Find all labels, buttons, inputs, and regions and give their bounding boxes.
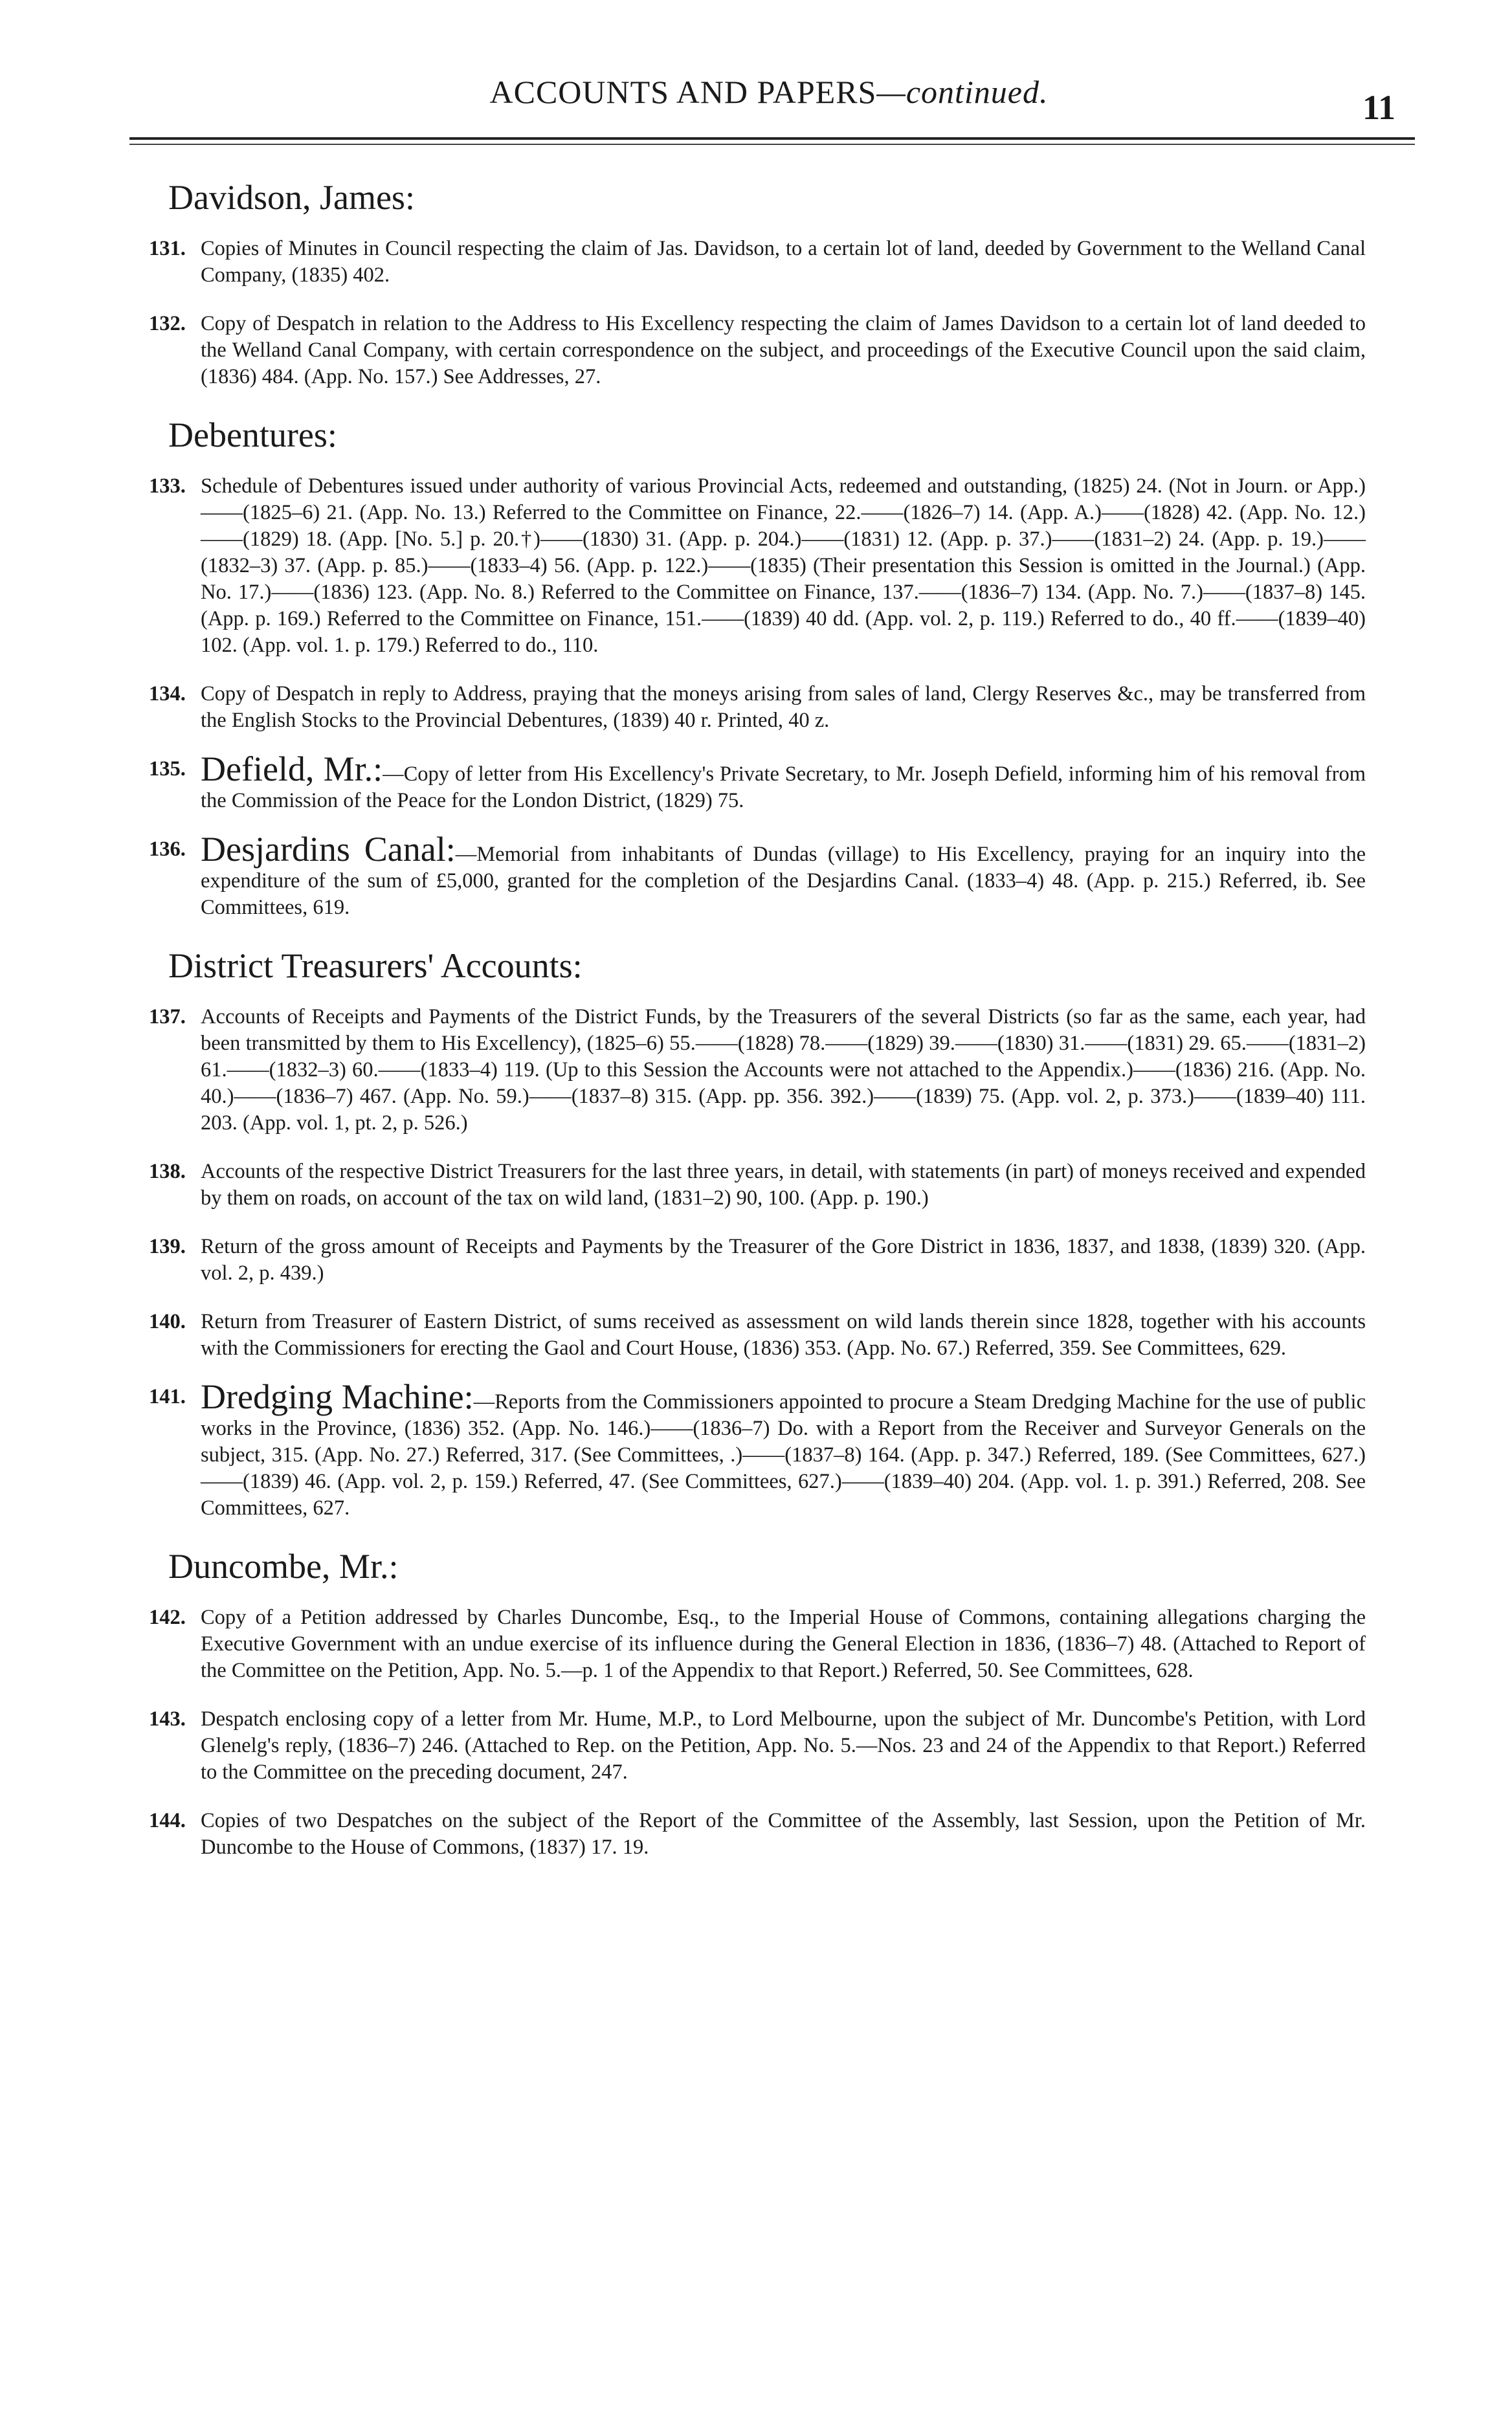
running-title-caps: ACCOUNTS AND PAPERS bbox=[489, 74, 877, 110]
entry-131 bbox=[149, 236, 1366, 289]
entry-number: 139. bbox=[149, 1235, 186, 1258]
section-heading-duncombe: Duncombe, Mr.: bbox=[168, 1547, 399, 1586]
page-number: 11 bbox=[1362, 88, 1395, 127]
index-content bbox=[149, 175, 1366, 1883]
entry-lead-heading: Desjardins Canal: bbox=[201, 830, 456, 869]
entry-text: —Memorial from inhabitants of Dundas (village) to His Excellency, praying for an inquiry into the expenditure of the sum of £5,000, granted for the completion of the Desjardins Canal. (1833–4) 48. (App. p. 215.) Referred, ib. See Committees, 619. bbox=[201, 843, 1366, 919]
section-heading-davidson: Davidson, James: bbox=[168, 178, 415, 217]
entry-text: Copy of Despatch in relation to the Address to His Excellency respecting the claim of James Davidson to a certain lot of land deeded to the Welland Canal Company, with certain correspondence on the subject, and proceedings of the Executive Council upon the said claim, (1836) 484. (App. No. 157.) See Addresses, 27. bbox=[201, 312, 1366, 388]
entry-138 bbox=[149, 1159, 1366, 1212]
entry-133 bbox=[149, 473, 1366, 659]
entry-143 bbox=[149, 1706, 1366, 1786]
entry-132 bbox=[149, 311, 1366, 390]
header-rule-thick bbox=[129, 137, 1415, 140]
entry-text: Copy of Despatch in reply to Address, praying that the moneys arising from sales of land, Clergy Reserves &c., may be transferred from the English Stocks to the Provincial Debentures, (1839) 40 r. Printed, 40 z. bbox=[201, 682, 1366, 732]
entry-144 bbox=[149, 1808, 1366, 1861]
entry-text: Return from Treasurer of Eastern District, of sums received as assessment on wild lands therein since 1828, together with his accounts with the Commissioners for erecting the Gaol and Court House, (1836) 353. (App. No. 67.) Referred, 359. See Committees, 629. bbox=[201, 1310, 1366, 1360]
entry-text: Return of the gross amount of Receipts and Payments by the Treasurer of the Gore District in 1836, 1837, and 1838, (1839) 320. (App. vol. 2, p. 439.) bbox=[201, 1235, 1366, 1285]
entry-number: 136. bbox=[149, 838, 186, 861]
entry-text: Accounts of Receipts and Payments of the District Funds, by the Treasurers of the several Districts (so far as the same, each year, had been transmitted by them to His Excellency), (1825–6) 55.——(1828) 78.——(1829) 39.——(1830) 31.——(1831) 29. 65.——(1831–2) 61.——(1832–3) 60.——(1833–4) 119. (Up to this Session the Accounts were not attached to the Appendix.)——(1836) 216. (App. No. 40.)——(1836–7) 467. (App. No. 59.)——(1837–8) 315. (App. pp. 356. 392.)——(1839) 75. (App. vol. 2, p. 373.)——(1839–40) 111. 203. (App. vol. 1, pt. 2, p. 526.) bbox=[201, 1005, 1366, 1135]
entry-135 bbox=[149, 749, 1366, 814]
entry-number: 138. bbox=[149, 1160, 186, 1183]
entry-text: —Copy of letter from His Excellency's Private Secretary, to Mr. Joseph Defield, informing him of his removal from the Commission of the Peace for the London District, (1829) 75. bbox=[201, 762, 1366, 812]
entry-141 bbox=[149, 1377, 1366, 1522]
section-heading-debentures: Debentures: bbox=[168, 416, 337, 454]
section-heading-district-treasurers: District Treasurers' Accounts: bbox=[168, 946, 583, 985]
entry-number: 134. bbox=[149, 682, 186, 705]
page-header bbox=[129, 61, 1408, 126]
entry-number: 133. bbox=[149, 474, 186, 498]
entry-text: Accounts of the respective District Treasurers for the last three years, in detail, with statements (in part) of moneys received and expended by them on roads, on account of the tax on wild land, (1831–2) 90, 100. (App. p. 190.) bbox=[201, 1160, 1366, 1210]
entry-134 bbox=[149, 681, 1366, 734]
entry-number: 141. bbox=[149, 1385, 186, 1408]
entry-number: 137. bbox=[149, 1005, 186, 1028]
header-rule-thin bbox=[129, 144, 1415, 145]
entry-136 bbox=[149, 830, 1366, 921]
entry-139 bbox=[149, 1234, 1366, 1287]
running-title-continued: —continued. bbox=[876, 74, 1049, 110]
entry-number: 142. bbox=[149, 1606, 186, 1629]
entry-text: Copies of Minutes in Council respecting the claim of Jas. Davidson, to a certain lot of land, deeded by Government to the Welland Canal Company, (1835) 402. bbox=[201, 237, 1366, 287]
running-title bbox=[129, 73, 1408, 111]
entry-lead-heading: Defield, Mr.: bbox=[201, 749, 383, 788]
entry-142 bbox=[149, 1604, 1366, 1684]
entry-number: 143. bbox=[149, 1707, 186, 1731]
entry-137 bbox=[149, 1004, 1366, 1137]
entry-number: 131. bbox=[149, 237, 186, 260]
entry-text: Schedule of Debentures issued under authority of various Provincial Acts, redeemed and outstanding, (1825) 24. (Not in Journ. or App.)——(1825–6) 21. (App. No. 13.) Referred to the Committee on Finance, 22.——(1826–7) 14. (App. A.)——(1828) 42. (App. No. 12.)——(1829) 18. (App. [No. 5.] p. 20.†)——(1830) 31. (App. p. 204.)——(1831) 12. (App. p. 37.)——(1831–2) 24. (App. p. 19.)——(1832–3) 37. (App. p. 85.)——(1833–4) 56. (App. p. 122.)——(1835) (Their presentation this Session is omitted in the Journal.) (App. No. 17.)——(1836) 123. (App. No. 8.) Referred to the Committee on Finance, 137.——(1836–7) 134. (App. No. 7.)——(1837–8) 145. (App. p. 169.) Referred to the Committee on Finance, 151.——(1839) 40 dd. (App. vol. 2, p. 119.) Referred to do., 40 ff.——(1839–40) 102. (App. vol. 1. p. 179.) Referred to do., 110. bbox=[201, 474, 1366, 657]
entry-text: Copies of two Despatches on the subject of the Report of the Committee of the Assembly, last Session, upon the Petition of Mr. Duncombe to the House of Commons, (1837) 17. 19. bbox=[201, 1809, 1366, 1859]
entry-lead-heading: Dredging Machine: bbox=[201, 1377, 474, 1416]
entry-number: 140. bbox=[149, 1310, 186, 1333]
entry-number: 132. bbox=[149, 312, 186, 335]
entry-number: 144. bbox=[149, 1809, 186, 1832]
entry-text: Despatch enclosing copy of a letter from Mr. Hume, M.P., to Lord Melbourne, upon the subject of Mr. Duncombe's Petition, with Lord Glenelg's reply, (1836–7) 246. (Attached to Rep. on the Petition, App. No. 5.—Nos. 23 and 24 of the Appendix to that Report.) Referred to the Committee on the preceding document, 247. bbox=[201, 1707, 1366, 1784]
entry-140 bbox=[149, 1309, 1366, 1362]
entry-text: Copy of a Petition addressed by Charles Duncombe, Esq., to the Imperial House of Commons, containing allegations charging the Executive Government with an undue exercise of its influence during the General Election in 1836, (1836–7) 48. (Attached to Report of the Committee on the Petition, App. No. 5.—p. 1 of the Appendix to that Report.) Referred, 50. See Committees, 628. bbox=[201, 1606, 1366, 1682]
entry-text: —Reports from the Commissioners appointed to procure a Steam Dredging Machine for the use of public works in the Province, (1836) 352. (App. No. 146.)——(1836–7) Do. with a Report from the Receiver and Surveyor Generals on the subject, 315. (App. No. 27.) Referred, 317. (See Committees, .)——(1837–8) 164. (App. p. 347.) Referred, 189. (See Committees, 627.)——(1839) 46. (App. vol. 2, p. 159.) Referred, 47. (See Committees, 627.)——(1839–40) 204. (App. vol. 1. p. 391.) Referred, 208. See Committees, 627. bbox=[201, 1390, 1366, 1520]
entry-number: 135. bbox=[149, 757, 186, 781]
